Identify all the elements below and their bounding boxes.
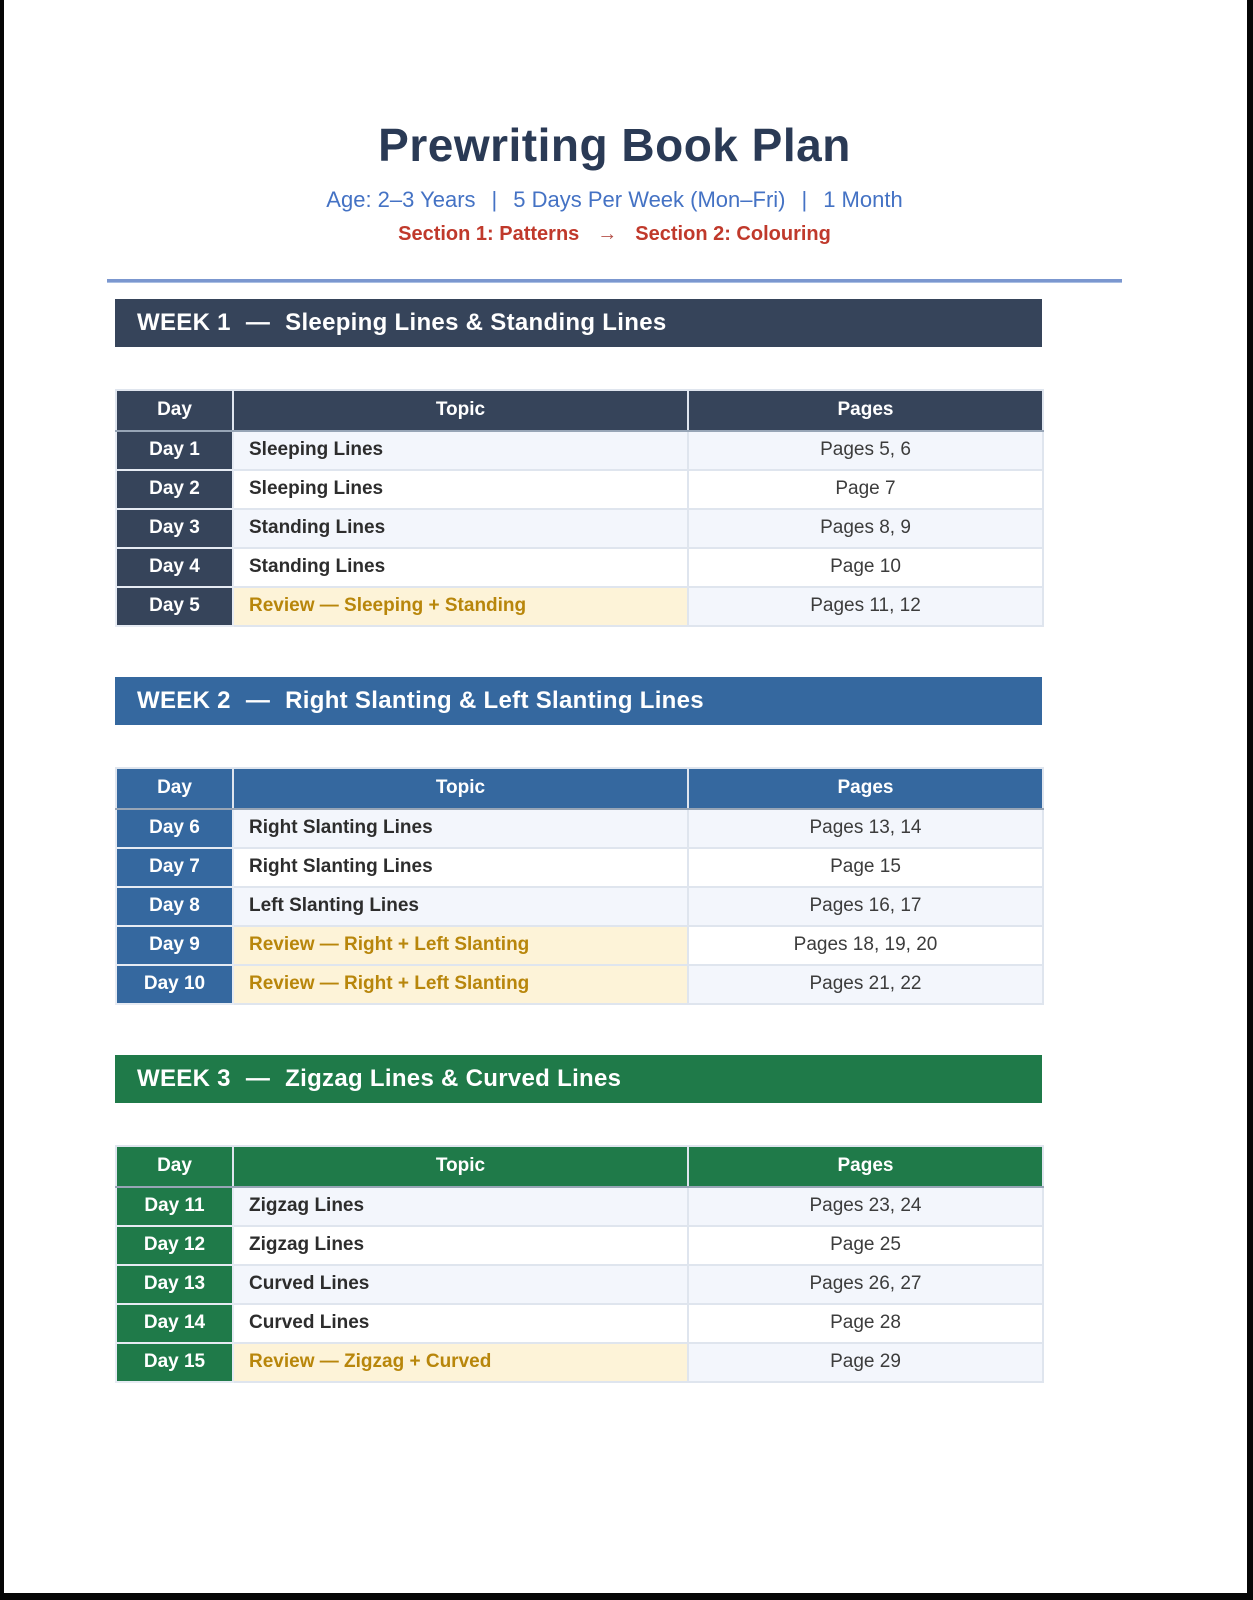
topic-cell: Curved Lines bbox=[233, 1304, 688, 1343]
topic-cell: Review — Zigzag + Curved bbox=[233, 1343, 688, 1382]
column-header-topic: Topic bbox=[233, 1146, 688, 1187]
pages-cell: Page 15 bbox=[688, 848, 1043, 887]
week-banner-dash: — bbox=[245, 1064, 271, 1092]
horizontal-divider bbox=[107, 279, 1122, 283]
pages-cell: Pages 13, 14 bbox=[688, 809, 1043, 848]
column-header-day: Day bbox=[116, 1146, 233, 1187]
week-section bbox=[115, 299, 1042, 627]
pages-cell: Pages 21, 22 bbox=[688, 965, 1043, 1004]
column-header-pages: Pages bbox=[688, 390, 1043, 431]
topic-cell: Review — Right + Left Slanting bbox=[233, 965, 688, 1004]
topic-cell: Sleeping Lines bbox=[233, 470, 688, 509]
day-cell: Day 11 bbox=[116, 1187, 233, 1226]
topic-cell: Zigzag Lines bbox=[233, 1187, 688, 1226]
pages-cell: Page 28 bbox=[688, 1304, 1043, 1343]
week-banner-label: WEEK 1 bbox=[137, 308, 231, 336]
column-header-topic: Topic bbox=[233, 768, 688, 809]
day-cell: Day 8 bbox=[116, 887, 233, 926]
topic-cell: Zigzag Lines bbox=[233, 1226, 688, 1265]
day-cell: Day 9 bbox=[116, 926, 233, 965]
day-cell: Day 3 bbox=[116, 509, 233, 548]
week-section bbox=[115, 1055, 1042, 1383]
section-1-label: Section 1: Patterns bbox=[398, 222, 580, 245]
day-cell: Day 1 bbox=[116, 431, 233, 470]
week-banner-label: WEEK 2 bbox=[137, 686, 231, 714]
column-header-day: Day bbox=[116, 768, 233, 809]
pages-cell: Pages 23, 24 bbox=[688, 1187, 1043, 1226]
table-row bbox=[116, 509, 1043, 548]
week-table bbox=[115, 1145, 1044, 1383]
pages-cell: Pages 11, 12 bbox=[688, 587, 1043, 626]
day-cell: Day 2 bbox=[116, 470, 233, 509]
topic-cell: Review — Sleeping + Standing bbox=[233, 587, 688, 626]
topic-cell: Left Slanting Lines bbox=[233, 887, 688, 926]
week-banner-dash: — bbox=[245, 308, 271, 336]
document-header bbox=[107, 0, 1122, 246]
subtitle-separator: | bbox=[491, 186, 498, 212]
table-row bbox=[116, 431, 1043, 470]
column-header-topic: Topic bbox=[233, 390, 688, 431]
week-table bbox=[115, 767, 1044, 1005]
topic-cell: Standing Lines bbox=[233, 548, 688, 587]
day-cell: Day 4 bbox=[116, 548, 233, 587]
table-row bbox=[116, 548, 1043, 587]
day-cell: Day 7 bbox=[116, 848, 233, 887]
day-cell: Day 10 bbox=[116, 965, 233, 1004]
topic-cell: Standing Lines bbox=[233, 509, 688, 548]
topic-cell: Right Slanting Lines bbox=[233, 809, 688, 848]
pages-cell: Pages 18, 19, 20 bbox=[688, 926, 1043, 965]
table-header-row bbox=[116, 768, 1043, 809]
subtitle-age: Age: 2–3 Years bbox=[326, 186, 476, 212]
section-2-label: Section 2: Colouring bbox=[635, 222, 831, 245]
pages-cell: Pages 26, 27 bbox=[688, 1265, 1043, 1304]
right-arrow-icon: → bbox=[597, 222, 618, 245]
day-cell: Day 14 bbox=[116, 1304, 233, 1343]
table-row bbox=[116, 587, 1043, 626]
pages-cell: Page 29 bbox=[688, 1343, 1043, 1382]
table-header-row bbox=[116, 1146, 1043, 1187]
page-subtitle bbox=[107, 187, 1122, 213]
day-cell: Day 13 bbox=[116, 1265, 233, 1304]
week-banner bbox=[115, 677, 1042, 725]
week-banner-topic: Right Slanting & Left Slanting Lines bbox=[285, 686, 704, 714]
table-row bbox=[116, 809, 1043, 848]
table-row bbox=[116, 926, 1043, 965]
day-cell: Day 12 bbox=[116, 1226, 233, 1265]
column-header-day: Day bbox=[116, 390, 233, 431]
table-row bbox=[116, 1304, 1043, 1343]
pages-cell: Pages 5, 6 bbox=[688, 431, 1043, 470]
pages-cell: Pages 8, 9 bbox=[688, 509, 1043, 548]
week-banner bbox=[115, 1055, 1042, 1103]
table-row bbox=[116, 848, 1043, 887]
week-banner-topic: Zigzag Lines & Curved Lines bbox=[285, 1064, 622, 1092]
topic-cell: Review — Right + Left Slanting bbox=[233, 926, 688, 965]
week-banner-label: WEEK 3 bbox=[137, 1064, 231, 1092]
topic-cell: Right Slanting Lines bbox=[233, 848, 688, 887]
day-cell: Day 5 bbox=[116, 587, 233, 626]
week-table bbox=[115, 389, 1044, 627]
pages-cell: Page 25 bbox=[688, 1226, 1043, 1265]
table-row bbox=[116, 965, 1043, 1004]
subtitle-separator: | bbox=[801, 186, 808, 212]
page-title: Prewriting Book Plan bbox=[378, 119, 851, 171]
day-cell: Day 15 bbox=[116, 1343, 233, 1382]
table-row bbox=[116, 1265, 1043, 1304]
table-header-row bbox=[116, 390, 1043, 431]
topic-cell: Curved Lines bbox=[233, 1265, 688, 1304]
week-banner-dash: — bbox=[245, 686, 271, 714]
table-row bbox=[116, 1343, 1043, 1382]
column-header-pages: Pages bbox=[688, 768, 1043, 809]
week-section bbox=[115, 677, 1042, 1005]
day-cell: Day 6 bbox=[116, 809, 233, 848]
subtitle-frequency: 5 Days Per Week (Mon–Fri) bbox=[513, 186, 786, 212]
weeks-container bbox=[115, 299, 1042, 1383]
pages-cell: Page 10 bbox=[688, 548, 1043, 587]
subtitle-duration: 1 Month bbox=[823, 186, 903, 212]
table-row bbox=[116, 1226, 1043, 1265]
section-flow bbox=[107, 223, 1122, 246]
week-banner bbox=[115, 299, 1042, 347]
pages-cell: Page 7 bbox=[688, 470, 1043, 509]
topic-cell: Sleeping Lines bbox=[233, 431, 688, 470]
week-banner-topic: Sleeping Lines & Standing Lines bbox=[285, 308, 667, 336]
pages-cell: Pages 16, 17 bbox=[688, 887, 1043, 926]
column-header-pages: Pages bbox=[688, 1146, 1043, 1187]
table-row bbox=[116, 887, 1043, 926]
table-row bbox=[116, 1187, 1043, 1226]
table-row bbox=[116, 470, 1043, 509]
